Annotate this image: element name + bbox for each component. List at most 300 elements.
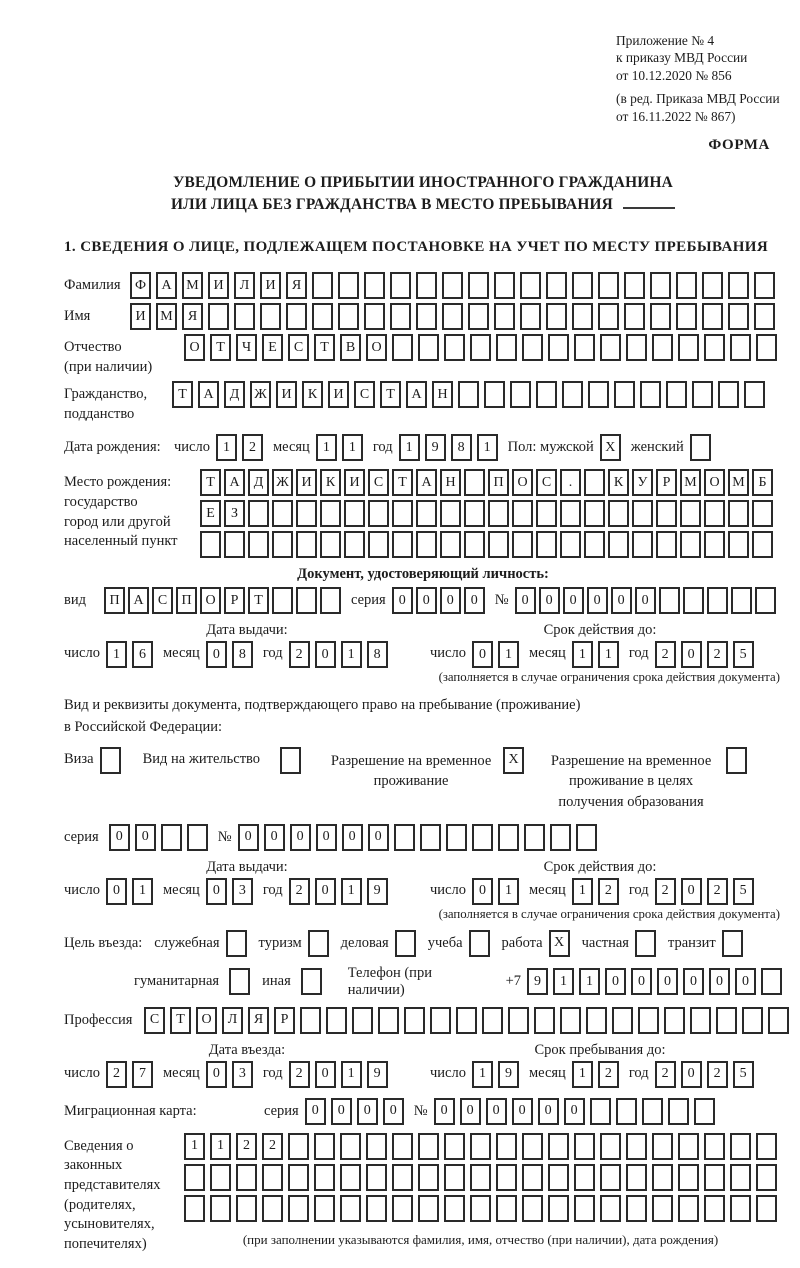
char-cell[interactable]	[184, 1164, 205, 1191]
char-cell[interactable]	[224, 531, 245, 558]
char-cell[interactable]	[572, 272, 593, 299]
char-cell[interactable]	[584, 469, 605, 496]
char-cell[interactable]	[440, 531, 461, 558]
char-cell[interactable]	[320, 500, 341, 527]
char-cell[interactable]	[496, 1164, 517, 1191]
char-cell[interactable]	[600, 1133, 621, 1160]
char-cell[interactable]: Р	[656, 469, 677, 496]
char-cell[interactable]	[394, 824, 415, 851]
char-cell[interactable]: 0	[709, 968, 730, 995]
char-cell[interactable]: 0	[681, 878, 702, 905]
char-cell[interactable]: 0	[611, 587, 632, 614]
char-cell[interactable]	[498, 824, 519, 851]
char-cell[interactable]	[728, 500, 749, 527]
char-cell[interactable]: 1	[399, 434, 420, 461]
char-cell[interactable]: 2	[289, 1061, 310, 1088]
char-cell[interactable]	[352, 1007, 373, 1034]
char-cell[interactable]	[642, 1098, 663, 1125]
char-cell[interactable]: 2	[598, 1061, 619, 1088]
char-cell[interactable]: 6	[132, 641, 153, 668]
char-cell[interactable]: М	[728, 469, 749, 496]
char-cell[interactable]: 1	[184, 1133, 205, 1160]
char-cell[interactable]: 0	[564, 1098, 585, 1125]
char-cell[interactable]: Д	[248, 469, 269, 496]
char-cell[interactable]	[210, 1164, 231, 1191]
char-cell[interactable]: 0	[264, 824, 285, 851]
char-cell[interactable]: 7	[132, 1061, 153, 1088]
char-cell[interactable]	[680, 531, 701, 558]
char-cell[interactable]: М	[680, 469, 701, 496]
char-cell[interactable]: 2	[707, 878, 728, 905]
char-cell[interactable]	[472, 824, 493, 851]
char-cell[interactable]	[464, 500, 485, 527]
char-cell[interactable]: 0	[315, 641, 336, 668]
char-cell[interactable]: Ф	[130, 272, 151, 299]
char-cell[interactable]	[626, 1164, 647, 1191]
char-cell[interactable]: 0	[305, 1098, 326, 1125]
char-cell[interactable]	[508, 1007, 529, 1034]
char-cell[interactable]: 1	[572, 878, 593, 905]
char-cell[interactable]: 0	[290, 824, 311, 851]
char-cell[interactable]	[366, 1195, 387, 1222]
char-cell[interactable]	[468, 303, 489, 330]
char-cell[interactable]: С	[368, 469, 389, 496]
purpose-humanitarian-checkbox[interactable]	[229, 968, 250, 995]
char-cell[interactable]	[560, 531, 581, 558]
char-cell[interactable]: 0	[631, 968, 652, 995]
char-cell[interactable]: Я	[248, 1007, 269, 1034]
char-cell[interactable]: 0	[206, 641, 227, 668]
char-cell[interactable]	[416, 531, 437, 558]
char-cell[interactable]: И	[344, 469, 365, 496]
char-cell[interactable]	[340, 1195, 361, 1222]
char-cell[interactable]	[756, 1133, 777, 1160]
char-cell[interactable]	[588, 381, 609, 408]
char-cell[interactable]	[248, 531, 269, 558]
char-cell[interactable]: 0	[515, 587, 536, 614]
char-cell[interactable]	[586, 1007, 607, 1034]
char-cell[interactable]	[626, 1133, 647, 1160]
char-cell[interactable]: З	[224, 500, 245, 527]
char-cell[interactable]: 1	[572, 641, 593, 668]
char-cell[interactable]	[548, 1195, 569, 1222]
char-cell[interactable]	[418, 334, 439, 361]
char-cell[interactable]	[694, 1098, 715, 1125]
char-cell[interactable]	[522, 1195, 543, 1222]
char-cell[interactable]: 0	[657, 968, 678, 995]
char-cell[interactable]: 1	[341, 1061, 362, 1088]
char-cell[interactable]	[692, 381, 713, 408]
char-cell[interactable]: 2	[289, 878, 310, 905]
char-cell[interactable]	[288, 1195, 309, 1222]
char-cell[interactable]	[418, 1164, 439, 1191]
char-cell[interactable]	[707, 587, 728, 614]
char-cell[interactable]	[702, 303, 723, 330]
char-cell[interactable]	[392, 1133, 413, 1160]
char-cell[interactable]: 2	[655, 1061, 676, 1088]
char-cell[interactable]	[326, 1007, 347, 1034]
char-cell[interactable]: Т	[170, 1007, 191, 1034]
char-cell[interactable]	[730, 334, 751, 361]
char-cell[interactable]	[314, 1164, 335, 1191]
char-cell[interactable]	[632, 500, 653, 527]
char-cell[interactable]	[600, 334, 621, 361]
char-cell[interactable]	[742, 1007, 763, 1034]
char-cell[interactable]	[272, 587, 293, 614]
char-cell[interactable]	[300, 1007, 321, 1034]
char-cell[interactable]	[678, 1164, 699, 1191]
char-cell[interactable]	[562, 381, 583, 408]
char-cell[interactable]	[496, 1133, 517, 1160]
char-cell[interactable]	[608, 531, 629, 558]
char-cell[interactable]: К	[608, 469, 629, 496]
char-cell[interactable]	[534, 1007, 555, 1034]
purpose-private-checkbox[interactable]	[635, 930, 656, 957]
purpose-work-checkbox[interactable]: X	[549, 930, 570, 957]
char-cell[interactable]: Е	[200, 500, 221, 527]
char-cell[interactable]	[546, 272, 567, 299]
char-cell[interactable]	[390, 272, 411, 299]
char-cell[interactable]	[728, 303, 749, 330]
char-cell[interactable]: 8	[232, 641, 253, 668]
char-cell[interactable]	[442, 272, 463, 299]
char-cell[interactable]	[584, 531, 605, 558]
char-cell[interactable]	[364, 303, 385, 330]
char-cell[interactable]	[404, 1007, 425, 1034]
char-cell[interactable]	[616, 1098, 637, 1125]
temp-residence-education-checkbox[interactable]	[726, 747, 747, 774]
char-cell[interactable]	[704, 1164, 725, 1191]
char-cell[interactable]	[440, 500, 461, 527]
char-cell[interactable]: У	[632, 469, 653, 496]
char-cell[interactable]: 0	[315, 1061, 336, 1088]
char-cell[interactable]: А	[156, 272, 177, 299]
char-cell[interactable]	[418, 1133, 439, 1160]
char-cell[interactable]: Т	[172, 381, 193, 408]
char-cell[interactable]: 0	[587, 587, 608, 614]
char-cell[interactable]: 0	[106, 878, 127, 905]
char-cell[interactable]	[416, 500, 437, 527]
char-cell[interactable]: 1	[553, 968, 574, 995]
char-cell[interactable]: 0	[538, 1098, 559, 1125]
char-cell[interactable]: 0	[416, 587, 437, 614]
char-cell[interactable]	[755, 587, 776, 614]
char-cell[interactable]: 0	[472, 878, 493, 905]
char-cell[interactable]	[728, 531, 749, 558]
char-cell[interactable]: 1	[341, 641, 362, 668]
purpose-other-checkbox[interactable]	[301, 968, 322, 995]
char-cell[interactable]	[470, 334, 491, 361]
char-cell[interactable]	[458, 381, 479, 408]
char-cell[interactable]: 0	[238, 824, 259, 851]
purpose-business-checkbox[interactable]	[395, 930, 416, 957]
char-cell[interactable]	[626, 334, 647, 361]
char-cell[interactable]	[536, 531, 557, 558]
char-cell[interactable]: М	[182, 272, 203, 299]
char-cell[interactable]	[288, 1133, 309, 1160]
char-cell[interactable]	[522, 1164, 543, 1191]
char-cell[interactable]	[488, 500, 509, 527]
char-cell[interactable]	[598, 272, 619, 299]
char-cell[interactable]	[248, 500, 269, 527]
char-cell[interactable]	[488, 531, 509, 558]
char-cell[interactable]: 0	[331, 1098, 352, 1125]
char-cell[interactable]	[650, 272, 671, 299]
char-cell[interactable]: Т	[380, 381, 401, 408]
char-cell[interactable]: 0	[472, 641, 493, 668]
char-cell[interactable]	[494, 303, 515, 330]
purpose-tourism-checkbox[interactable]	[308, 930, 329, 957]
char-cell[interactable]: А	[198, 381, 219, 408]
char-cell[interactable]	[368, 500, 389, 527]
char-cell[interactable]	[416, 303, 437, 330]
char-cell[interactable]	[496, 334, 517, 361]
char-cell[interactable]: К	[320, 469, 341, 496]
char-cell[interactable]	[338, 303, 359, 330]
char-cell[interactable]: 9	[367, 878, 388, 905]
char-cell[interactable]	[522, 1133, 543, 1160]
char-cell[interactable]	[730, 1164, 751, 1191]
char-cell[interactable]: 1	[498, 641, 519, 668]
char-cell[interactable]: И	[296, 469, 317, 496]
char-cell[interactable]	[676, 303, 697, 330]
char-cell[interactable]	[314, 1133, 335, 1160]
char-cell[interactable]: Б	[752, 469, 773, 496]
purpose-official-checkbox[interactable]	[226, 930, 247, 957]
char-cell[interactable]: 9	[527, 968, 548, 995]
char-cell[interactable]: 0	[563, 587, 584, 614]
char-cell[interactable]	[364, 272, 385, 299]
char-cell[interactable]	[286, 303, 307, 330]
char-cell[interactable]: 2	[242, 434, 263, 461]
char-cell[interactable]	[652, 1133, 673, 1160]
char-cell[interactable]	[744, 381, 765, 408]
char-cell[interactable]	[678, 1133, 699, 1160]
char-cell[interactable]	[430, 1007, 451, 1034]
char-cell[interactable]	[678, 334, 699, 361]
char-cell[interactable]: 2	[655, 878, 676, 905]
char-cell[interactable]: 0	[735, 968, 756, 995]
char-cell[interactable]: 5	[733, 641, 754, 668]
char-cell[interactable]: О	[704, 469, 725, 496]
char-cell[interactable]	[442, 303, 463, 330]
char-cell[interactable]	[390, 303, 411, 330]
char-cell[interactable]	[626, 1195, 647, 1222]
char-cell[interactable]	[496, 1195, 517, 1222]
char-cell[interactable]	[546, 303, 567, 330]
char-cell[interactable]: Д	[224, 381, 245, 408]
char-cell[interactable]	[464, 469, 485, 496]
char-cell[interactable]	[704, 531, 725, 558]
char-cell[interactable]: 0	[440, 587, 461, 614]
char-cell[interactable]: 3	[232, 1061, 253, 1088]
char-cell[interactable]	[420, 824, 441, 851]
char-cell[interactable]	[288, 1164, 309, 1191]
char-cell[interactable]: Р	[274, 1007, 295, 1034]
char-cell[interactable]	[632, 531, 653, 558]
char-cell[interactable]	[576, 824, 597, 851]
char-cell[interactable]	[494, 272, 515, 299]
char-cell[interactable]	[550, 824, 571, 851]
char-cell[interactable]: В	[340, 334, 361, 361]
char-cell[interactable]: С	[144, 1007, 165, 1034]
char-cell[interactable]: 0	[539, 587, 560, 614]
char-cell[interactable]: 0	[357, 1098, 378, 1125]
char-cell[interactable]	[320, 531, 341, 558]
char-cell[interactable]: Т	[314, 334, 335, 361]
char-cell[interactable]: 0	[342, 824, 363, 851]
char-cell[interactable]: 0	[206, 1061, 227, 1088]
char-cell[interactable]	[560, 500, 581, 527]
char-cell[interactable]	[752, 500, 773, 527]
char-cell[interactable]	[704, 1133, 725, 1160]
char-cell[interactable]: Т	[210, 334, 231, 361]
char-cell[interactable]: 0	[316, 824, 337, 851]
char-cell[interactable]	[656, 500, 677, 527]
char-cell[interactable]	[338, 272, 359, 299]
char-cell[interactable]: Н	[440, 469, 461, 496]
char-cell[interactable]: И	[208, 272, 229, 299]
char-cell[interactable]	[683, 587, 704, 614]
char-cell[interactable]	[600, 1195, 621, 1222]
char-cell[interactable]	[574, 1133, 595, 1160]
char-cell[interactable]: 0	[464, 587, 485, 614]
char-cell[interactable]	[468, 272, 489, 299]
char-cell[interactable]	[704, 334, 725, 361]
char-cell[interactable]: 1	[216, 434, 237, 461]
char-cell[interactable]	[676, 272, 697, 299]
char-cell[interactable]: С	[536, 469, 557, 496]
visa-checkbox[interactable]	[100, 747, 121, 774]
char-cell[interactable]	[730, 1195, 751, 1222]
char-cell[interactable]	[560, 1007, 581, 1034]
char-cell[interactable]	[208, 303, 229, 330]
char-cell[interactable]	[574, 1195, 595, 1222]
char-cell[interactable]	[584, 500, 605, 527]
char-cell[interactable]: Т	[200, 469, 221, 496]
char-cell[interactable]: .	[560, 469, 581, 496]
char-cell[interactable]	[418, 1195, 439, 1222]
char-cell[interactable]	[640, 381, 661, 408]
char-cell[interactable]	[344, 500, 365, 527]
char-cell[interactable]: Н	[432, 381, 453, 408]
char-cell[interactable]	[444, 334, 465, 361]
char-cell[interactable]	[548, 1164, 569, 1191]
char-cell[interactable]	[652, 1195, 673, 1222]
char-cell[interactable]	[756, 334, 777, 361]
char-cell[interactable]	[650, 303, 671, 330]
char-cell[interactable]	[470, 1164, 491, 1191]
char-cell[interactable]	[652, 1164, 673, 1191]
char-cell[interactable]	[716, 1007, 737, 1034]
char-cell[interactable]	[524, 824, 545, 851]
char-cell[interactable]: И	[260, 272, 281, 299]
char-cell[interactable]	[366, 1133, 387, 1160]
char-cell[interactable]: 1	[132, 878, 153, 905]
char-cell[interactable]: 0	[392, 587, 413, 614]
char-cell[interactable]	[484, 381, 505, 408]
char-cell[interactable]: П	[488, 469, 509, 496]
char-cell[interactable]	[702, 272, 723, 299]
char-cell[interactable]	[668, 1098, 689, 1125]
char-cell[interactable]	[392, 1164, 413, 1191]
char-cell[interactable]: О	[200, 587, 221, 614]
char-cell[interactable]	[572, 303, 593, 330]
char-cell[interactable]	[187, 824, 208, 851]
char-cell[interactable]: 2	[655, 641, 676, 668]
char-cell[interactable]: 9	[425, 434, 446, 461]
char-cell[interactable]	[444, 1195, 465, 1222]
char-cell[interactable]: 3	[232, 878, 253, 905]
char-cell[interactable]: 0	[109, 824, 130, 851]
char-cell[interactable]: 9	[367, 1061, 388, 1088]
char-cell[interactable]: 5	[733, 1061, 754, 1088]
char-cell[interactable]: 2	[707, 1061, 728, 1088]
char-cell[interactable]: А	[406, 381, 427, 408]
char-cell[interactable]	[574, 1164, 595, 1191]
char-cell[interactable]	[340, 1133, 361, 1160]
char-cell[interactable]: 2	[236, 1133, 257, 1160]
char-cell[interactable]	[368, 531, 389, 558]
char-cell[interactable]	[296, 587, 317, 614]
char-cell[interactable]	[470, 1133, 491, 1160]
char-cell[interactable]	[262, 1195, 283, 1222]
char-cell[interactable]	[510, 381, 531, 408]
char-cell[interactable]: О	[512, 469, 533, 496]
char-cell[interactable]	[312, 303, 333, 330]
char-cell[interactable]: 0	[434, 1098, 455, 1125]
char-cell[interactable]	[392, 1195, 413, 1222]
char-cell[interactable]	[470, 1195, 491, 1222]
char-cell[interactable]: 0	[635, 587, 656, 614]
char-cell[interactable]	[752, 531, 773, 558]
char-cell[interactable]: 2	[707, 641, 728, 668]
char-cell[interactable]	[548, 334, 569, 361]
char-cell[interactable]	[548, 1133, 569, 1160]
char-cell[interactable]: О	[196, 1007, 217, 1034]
char-cell[interactable]: 0	[605, 968, 626, 995]
char-cell[interactable]	[761, 968, 782, 995]
char-cell[interactable]	[522, 334, 543, 361]
char-cell[interactable]	[314, 1195, 335, 1222]
char-cell[interactable]	[520, 303, 541, 330]
char-cell[interactable]	[704, 1195, 725, 1222]
char-cell[interactable]: И	[130, 303, 151, 330]
char-cell[interactable]: 1	[598, 641, 619, 668]
char-cell[interactable]	[614, 381, 635, 408]
char-cell[interactable]: 0	[681, 641, 702, 668]
char-cell[interactable]: 0	[368, 824, 389, 851]
char-cell[interactable]	[638, 1007, 659, 1034]
char-cell[interactable]	[520, 272, 541, 299]
char-cell[interactable]: Р	[224, 587, 245, 614]
char-cell[interactable]: Т	[248, 587, 269, 614]
char-cell[interactable]	[652, 334, 673, 361]
char-cell[interactable]	[704, 500, 725, 527]
char-cell[interactable]	[272, 531, 293, 558]
char-cell[interactable]	[236, 1195, 257, 1222]
char-cell[interactable]	[296, 500, 317, 527]
char-cell[interactable]	[161, 824, 182, 851]
char-cell[interactable]: Л	[234, 272, 255, 299]
char-cell[interactable]	[666, 381, 687, 408]
char-cell[interactable]	[446, 824, 467, 851]
char-cell[interactable]	[444, 1133, 465, 1160]
char-cell[interactable]: Ж	[272, 469, 293, 496]
char-cell[interactable]	[728, 272, 749, 299]
char-cell[interactable]: Я	[286, 272, 307, 299]
char-cell[interactable]: 0	[135, 824, 156, 851]
